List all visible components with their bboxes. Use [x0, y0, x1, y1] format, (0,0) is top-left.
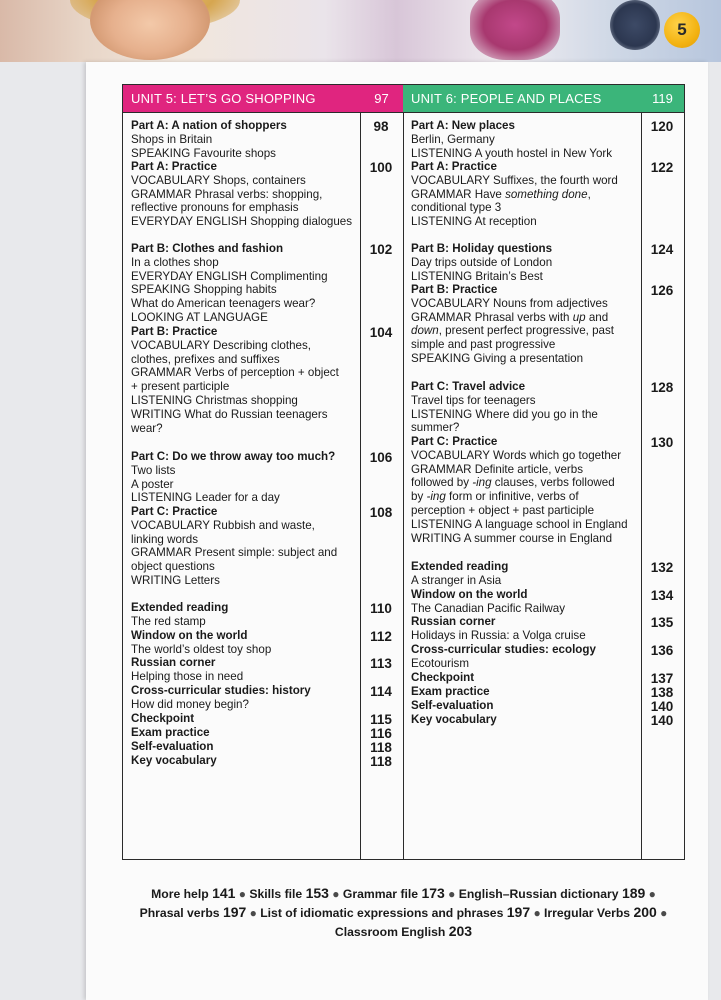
toc-section[interactable] [411, 119, 612, 160]
bullet-dot-icon: ● [444, 887, 459, 901]
toc-section-title: Part A: A nation of shoppers [131, 119, 287, 132]
contents-table [122, 84, 685, 860]
footer-links [122, 884, 685, 941]
toc-page-number[interactable]: 137 [650, 671, 674, 686]
toc-section-line: linking words [131, 532, 199, 546]
toc-section[interactable] [411, 671, 474, 685]
footer-row [122, 922, 685, 941]
footer-link-page: 200 [633, 904, 657, 920]
toc-section[interactable] [131, 450, 335, 505]
toc-section-line: perception + object + past participle [411, 503, 595, 517]
toc-section-title: Cross-curricular studies: history [131, 684, 311, 697]
footer-link-label: Classroom English [334, 925, 449, 939]
footer-link-label: Grammar file [342, 887, 422, 901]
bullet-dot-icon: ● [328, 887, 343, 901]
toc-section[interactable] [131, 726, 210, 740]
toc-section-line: In a clothes shop [131, 255, 219, 269]
toc-section[interactable] [131, 754, 217, 768]
toc-section-title: Checkpoint [411, 671, 475, 684]
toc-section-title: Key vocabulary [131, 754, 217, 767]
toc-section-line: VOCABULARY Rubbish and waste, [131, 518, 315, 532]
toc-section-line: LISTENING At reception [411, 215, 537, 229]
toc-page-number[interactable]: 124 [650, 242, 674, 257]
footer-link[interactable] [335, 925, 472, 939]
footer-link-label: English–Russian dictionary [458, 887, 622, 901]
toc-section-title: Part B: Practice [411, 283, 498, 296]
toc-section-title: Checkpoint [131, 712, 195, 725]
toc-section[interactable] [411, 685, 490, 699]
toc-page-number[interactable]: 134 [650, 588, 674, 603]
toc-section[interactable] [411, 560, 508, 588]
toc-section-line: Holidays in Russia: a Volga cruise [411, 628, 586, 642]
toc-section-line: GRAMMAR Have something done, [411, 187, 591, 201]
toc-page-number[interactable]: 100 [369, 160, 393, 175]
toc-section-line: summer? [411, 421, 460, 435]
toc-section[interactable] [131, 656, 243, 684]
toc-section-line: WRITING A summer course in England [411, 531, 613, 545]
footer-link-page: 203 [448, 923, 473, 939]
toc-section[interactable] [411, 615, 586, 643]
footer-link-page: 197 [506, 904, 531, 920]
toc-page-number[interactable]: 138 [650, 685, 674, 700]
footer-link[interactable] [544, 906, 657, 920]
toc-page-number[interactable]: 104 [369, 325, 393, 340]
unit5-header-page: 97 [360, 85, 403, 113]
toc-section-title: Part C: Travel advice [411, 380, 526, 393]
toc-section[interactable] [411, 643, 596, 671]
bullet-dot-icon: ● [530, 906, 545, 920]
toc-section-title: Self-evaluation [411, 699, 494, 712]
footer-link-label: More help [151, 887, 213, 901]
toc-section-line: simple and past progressive [411, 338, 556, 352]
toc-section[interactable] [411, 699, 493, 713]
toc-page-number[interactable]: 112 [370, 629, 392, 644]
toc-section-line: down, present perfect progressive, past [411, 324, 615, 338]
toc-section-line: Two lists [131, 463, 176, 477]
footer-link-page: 153 [305, 885, 329, 901]
toc-section[interactable] [411, 435, 628, 545]
toc-section-line: Travel tips for teenagers [411, 393, 536, 407]
toc-page-number[interactable]: 128 [650, 380, 674, 395]
toc-section-line: GRAMMAR Definite article, verbs [411, 462, 584, 476]
unit5-title: UNIT 5: LET’S GO SHOPPING [131, 91, 316, 106]
toc-page-number[interactable]: 132 [650, 560, 674, 575]
toc-page-number[interactable]: 130 [650, 435, 674, 450]
toc-section[interactable] [131, 684, 311, 712]
toc-page-number[interactable]: 140 [650, 713, 674, 728]
toc-section-line: LISTENING Britain’s Best [411, 269, 543, 283]
toc-section-line: Ecotourism [411, 656, 469, 670]
toc-section-line: VOCABULARY Shops, containers [131, 173, 306, 187]
toc-section-title: Window on the world [131, 629, 248, 642]
toc-page-number[interactable]: 122 [650, 160, 674, 175]
toc-section[interactable] [131, 505, 337, 588]
toc-section[interactable] [411, 160, 618, 229]
bullet-dot-icon: ● [235, 887, 250, 901]
footer-link-label: Irregular Verbs [544, 906, 634, 920]
page-number-badge: 5 [664, 12, 700, 48]
toc-section-line: VOCABULARY Words which go together [411, 448, 622, 462]
footer-link-page: 173 [421, 885, 445, 901]
footer-link[interactable] [249, 887, 329, 901]
toc-section[interactable] [131, 629, 271, 657]
toc-section-line: GRAMMAR Verbs of perception + object [131, 366, 339, 380]
toc-section-title: Cross-curricular studies: ecology [411, 643, 596, 656]
divider-unit6-page [641, 85, 642, 859]
toc-section[interactable] [131, 242, 328, 325]
toc-section-title: Part A: New places [411, 119, 515, 132]
toc-section-line: VOCABULARY Suffixes, the fourth word [411, 173, 618, 187]
toc-section-title: Part A: Practice [411, 160, 497, 173]
toc-section-title: Part C: Do we throw away too much? [131, 450, 336, 463]
toc-section-line: SPEAKING Giving a presentation [411, 351, 584, 365]
toc-section-line: VOCABULARY Nouns from adjectives [411, 296, 608, 310]
toc-page-number[interactable]: 113 [370, 656, 392, 671]
toc-section-line: followed by -ing clauses, verbs followed [411, 476, 615, 490]
photo-girl-face [90, 0, 210, 60]
toc-section-line: A poster [131, 477, 174, 491]
toc-section-line: SPEAKING Favourite shops [131, 146, 276, 160]
toc-section-line: Day trips outside of London [411, 255, 553, 269]
toc-section-title: Exam practice [131, 726, 210, 739]
toc-section-line: The Canadian Pacific Railway [411, 601, 566, 615]
unit6-header-page: 119 [641, 85, 684, 113]
footer-link-label: Phrasal verbs [139, 906, 223, 920]
toc-section-line: GRAMMAR Present simple: subject and [131, 546, 338, 560]
toc-section-line: conditional type 3 [411, 201, 502, 215]
toc-section-line: Helping those in need [131, 669, 244, 683]
toc-section-line: WRITING What do Russian teenagers [131, 407, 328, 421]
photo-figure [470, 0, 560, 60]
toc-section-line: How did money begin? [131, 697, 249, 711]
toc-page-number[interactable]: 115 [370, 712, 392, 727]
toc-page-number[interactable]: 116 [370, 726, 392, 741]
footer-row [122, 903, 685, 922]
toc-section-title: Part B: Practice [131, 325, 218, 338]
toc-section-title: Russian corner [131, 656, 216, 669]
toc-section-line: WRITING Letters [131, 573, 220, 587]
unit5-header [123, 85, 360, 113]
toc-section-title: Key vocabulary [411, 713, 497, 726]
footer-link[interactable] [151, 887, 235, 901]
toc-page-number[interactable]: 106 [369, 450, 393, 465]
toc-section-line: LISTENING Where did you go in the [411, 407, 598, 421]
footer-link-label: Skills file [249, 887, 306, 901]
toc-section-line: SPEAKING Shopping habits [131, 283, 277, 297]
toc-page-number[interactable]: 120 [650, 119, 674, 134]
toc-section-line: by -ing form or infinitive, verbs of [411, 490, 579, 504]
toc-section-line: The red stamp [131, 614, 206, 628]
toc-section-title: Exam practice [411, 685, 490, 698]
toc-section[interactable] [131, 712, 194, 726]
toc-section[interactable] [131, 740, 213, 754]
footer-link[interactable] [343, 887, 445, 901]
toc-section[interactable] [411, 242, 552, 283]
toc-section-line: LISTENING Leader for a day [131, 491, 280, 505]
bullet-dot-icon: ● [645, 887, 656, 901]
toc-section[interactable] [411, 588, 565, 616]
toc-section-line: EVERYDAY ENGLISH Complimenting [131, 269, 328, 283]
toc-section-line: LISTENING A language school in England [411, 517, 628, 531]
toc-section-line: clothes, prefixes and suffixes [131, 352, 280, 366]
footer-link[interactable] [140, 906, 247, 920]
toc-section-line: object questions [131, 560, 215, 574]
toc-section-line: EVERYDAY ENGLISH Shopping dialogues [131, 215, 353, 229]
footer-link-page: 141 [212, 885, 236, 901]
toc-page-number[interactable]: 118 [370, 740, 392, 755]
toc-section-line: + present participle [131, 380, 230, 394]
footer-row [122, 884, 685, 903]
toc-section-line: LISTENING Christmas shopping [131, 393, 298, 407]
toc-section-line: Berlin, Germany [411, 132, 495, 146]
footer-link-page: 197 [222, 904, 247, 920]
toc-section-title: Russian corner [411, 615, 496, 628]
toc-section-line: LOOKING AT LANGUAGE [131, 310, 268, 324]
divider-units [403, 85, 404, 859]
toc-section-title: Extended reading [131, 601, 229, 614]
toc-section-line: GRAMMAR Phrasal verbs: shopping, [131, 187, 323, 201]
toc-section[interactable] [131, 601, 228, 629]
toc-page-number[interactable]: 114 [370, 684, 392, 699]
unit6-title: UNIT 6: PEOPLE AND PLACES [411, 91, 602, 106]
toc-section-title: Window on the world [411, 588, 528, 601]
toc-section-line: Shops in Britain [131, 132, 213, 146]
toc-page-number[interactable]: 140 [650, 699, 674, 714]
photo-skater [610, 0, 660, 50]
toc-section[interactable] [411, 283, 614, 366]
unit6-header [403, 85, 641, 113]
toc-section-title: Part B: Holiday questions [411, 242, 553, 255]
toc-section[interactable] [131, 325, 339, 435]
toc-page-number[interactable]: 118 [370, 754, 392, 769]
toc-section[interactable] [411, 380, 598, 435]
toc-page-number[interactable]: 98 [373, 119, 389, 134]
toc-section-line: GRAMMAR Phrasal verbs with up and [411, 310, 609, 324]
toc-section-line: reflective pronouns for emphasis [131, 201, 299, 215]
footer-link-label: List of idiomatic expressions and phrases [260, 906, 507, 920]
toc-section-title: Part B: Clothes and fashion [131, 242, 284, 255]
toc-section-title: Part C: Practice [131, 505, 218, 518]
toc-section[interactable] [131, 119, 287, 160]
toc-page-number[interactable]: 108 [369, 505, 393, 520]
toc-section-title: Self-evaluation [131, 740, 214, 753]
toc-section-line: VOCABULARY Describing clothes, [131, 338, 311, 352]
toc-page-number[interactable]: 136 [650, 643, 674, 658]
toc-page-number[interactable]: 110 [370, 601, 392, 616]
toc-section[interactable] [411, 713, 497, 727]
toc-page-number[interactable]: 135 [650, 615, 674, 630]
toc-section-title: Part A: Practice [131, 160, 217, 173]
toc-page-number[interactable]: 102 [369, 242, 393, 257]
footer-link[interactable] [459, 887, 646, 901]
toc-page-number[interactable]: 126 [650, 283, 674, 298]
bullet-dot-icon: ● [246, 906, 261, 920]
toc-section-line: wear? [131, 421, 163, 435]
footer-link-page: 189 [621, 885, 646, 901]
toc-section-line: LISTENING A youth hostel in New York [411, 146, 613, 160]
toc-section-title: Extended reading [411, 560, 509, 573]
bullet-dot-icon: ● [656, 906, 668, 920]
header-photo-strip [0, 0, 721, 62]
toc-section-line: A stranger in Asia [411, 573, 502, 587]
toc-section[interactable] [131, 160, 352, 229]
toc-section-title: Part C: Practice [411, 435, 498, 448]
toc-section-line: What do American teenagers wear? [131, 297, 316, 311]
toc-section-line: The world’s oldest toy shop [131, 642, 272, 656]
footer-link[interactable] [260, 906, 530, 920]
